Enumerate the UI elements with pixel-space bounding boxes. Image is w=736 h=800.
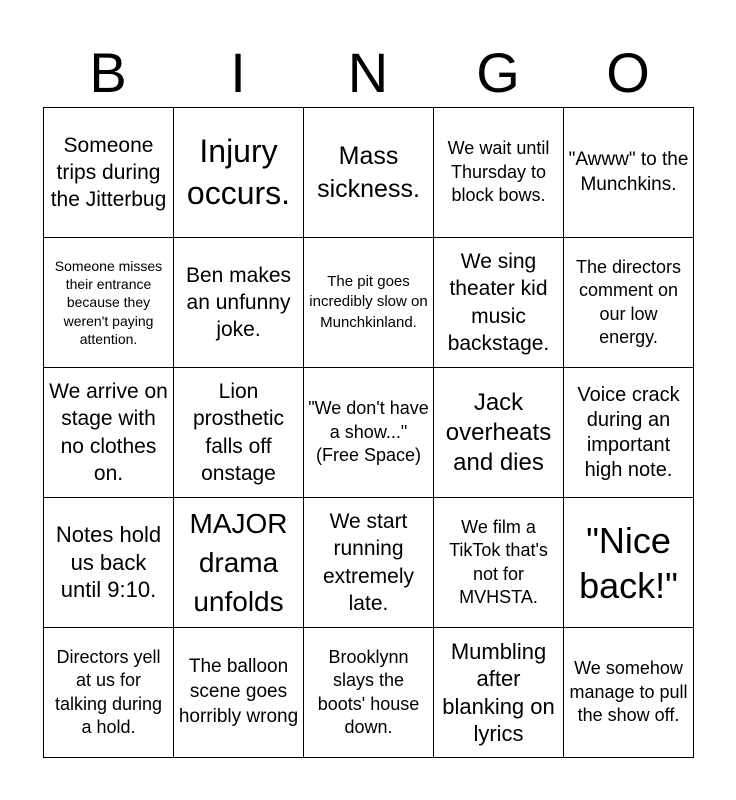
bingo-cell[interactable]: We somehow manage to pull the show off. [564, 628, 694, 758]
bingo-cell[interactable]: Mumbling after blanking on lyrics [434, 628, 564, 758]
bingo-cell[interactable]: Directors yell at us for talking during a hold. [44, 628, 174, 758]
bingo-cell[interactable]: Someone trips during the Jitterbug [44, 108, 174, 238]
bingo-cell[interactable]: We film a TikTok that's not for MVHSTA. [434, 498, 564, 628]
header-letter-g: G [476, 41, 520, 104]
bingo-cell[interactable]: Ben makes an unfunny joke. [174, 238, 304, 368]
bingo-cell[interactable]: We arrive on stage with no clothes on. [44, 368, 174, 498]
bingo-cell[interactable]: Someone misses their entrance because they weren't paying attention. [44, 238, 174, 368]
bingo-cell[interactable]: We start running extremely late. [304, 498, 434, 628]
board-row [44, 108, 694, 238]
bingo-cell[interactable]: We wait until Thursday to block bows. [434, 108, 564, 238]
board-row [44, 238, 694, 368]
bingo-cell[interactable]: Lion prosthetic falls off onstage [174, 368, 304, 498]
board-row [44, 628, 694, 758]
bingo-cell[interactable]: The directors comment on our low energy. [564, 238, 694, 368]
header-letter-o: O [606, 41, 650, 104]
header-letter-i: I [230, 41, 246, 104]
free-space-cell[interactable]: "We don't have a show..." (Free Space) [304, 368, 434, 498]
board-row [44, 368, 694, 498]
bingo-board [43, 107, 694, 758]
bingo-cell[interactable]: Voice crack during an important high note. [564, 368, 694, 498]
header-letter-b: B [89, 41, 127, 104]
bingo-cell[interactable]: The pit goes incredibly slow on Munchkinland. [304, 238, 434, 368]
bingo-header [43, 40, 693, 106]
header-letter-n: N [347, 41, 389, 104]
bingo-cell[interactable]: Notes hold us back until 9:10. [44, 498, 174, 628]
bingo-cell[interactable]: MAJOR drama unfolds [174, 498, 304, 628]
bingo-cell[interactable]: "Awww" to the Munchkins. [564, 108, 694, 238]
board-row [44, 498, 694, 628]
bingo-cell[interactable]: Mass sickness. [304, 108, 434, 238]
bingo-cell[interactable]: We sing theater kid music backstage. [434, 238, 564, 368]
bingo-cell[interactable]: Brooklynn slays the boots' house down. [304, 628, 434, 758]
bingo-cell[interactable]: Injury occurs. [174, 108, 304, 238]
bingo-cell[interactable]: "Nice back!" [564, 498, 694, 628]
bingo-cell[interactable]: Jack overheats and dies [434, 368, 564, 498]
bingo-cell[interactable]: The balloon scene goes horribly wrong [174, 628, 304, 758]
